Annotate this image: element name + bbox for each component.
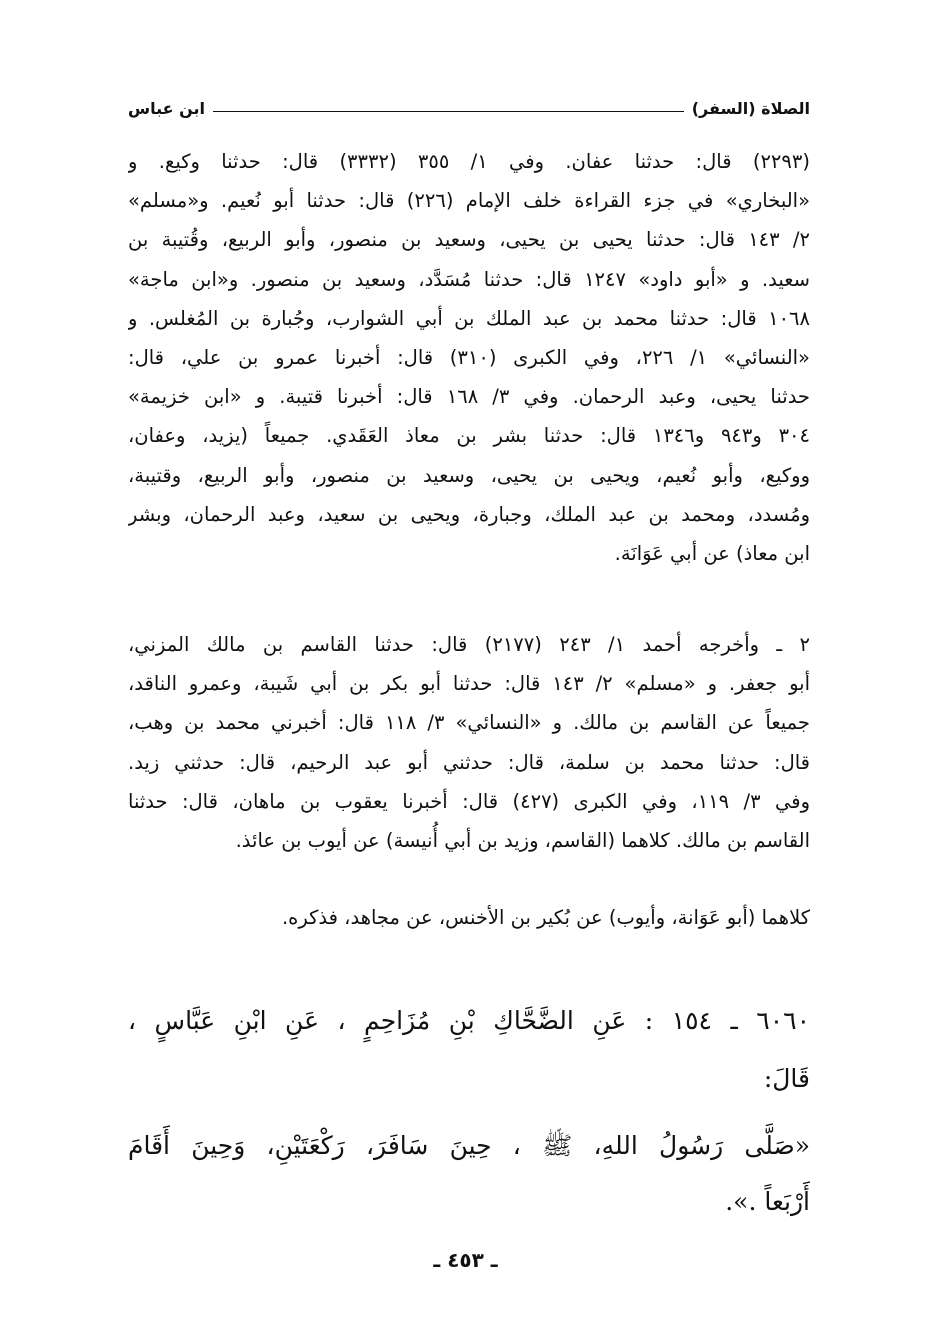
text-line: القاسم بن مالك. كلاهما (القاسم، وزيد بن أبي أُنيسة) عن أيوب بن عائذ. [235,828,810,852]
matn-line: أَرْبَعاً .». [725,1187,810,1216]
text-line: وفي ٣/ ١١٩، وفي الكبرى (٤٢٧) قال: أخبرنا يعقوب بن ماهان، قال: حدثنا [128,789,810,813]
isnad-line: قَالَ: [763,1064,810,1093]
text-line: أبو جعفر. و «مسلم» ٢/ ١٤٣ قال: حدثنا أبو بكر بن أبي شَيبة، وعمرو الناقد، [128,672,810,696]
text-line: قال: حدثنا محمد بن سلمة، قال: حدثني أبو عبد الرحيم، قال: حدثني زيد. [128,750,810,774]
header-rule [213,111,684,112]
takhrij-summary [128,898,810,937]
running-header [128,88,810,118]
text-line: (٢٢٩٣) قال: حدثنا عفان. وفي ١/ ٣٥٥ (٣٣٣٢) قال: حدثنا وكيع. و [128,150,810,173]
page-number: ـ ٤٥٣ ـ [433,1248,498,1272]
header-chapter-title: الصلاة (السفر) [691,99,810,118]
text-line: ابن معاذ) عن أبي عَوَانَة. [614,541,810,565]
text-line: ١٠٦٨ قال: حدثنا محمد بن عبد الملك بن أبي الشوارب، وجُبارة بن المُغلس. و [128,306,810,330]
hadith-matn [128,1118,810,1230]
header-narrator-title: ابن عباس [128,99,206,118]
text-line: جميعاً عن القاسم بن مالك. و «النسائي» ٣/ ١١٨ قال: أخبرني محمد بن وهب، [128,711,810,735]
takhrij-paragraph-1 [128,142,810,573]
text-line: ٣٠٤ و٩٤٣ و١٣٤٦ قال: حدثنا بشر بن معاذ العَقَدي. جميعاً (يزيد، وعفان، [128,424,810,448]
text-line: ٢ ـ وأخرجه أحمد ١/ ٢٤٣ (٢١٧٧) قال: حدثنا القاسم بن مالك المزني، [128,633,810,656]
takhrij-paragraph-2 [128,625,810,860]
matn-line: «صَلَّى رَسُولُ اللهِ، ﷺ ، حِينَ سَافَرَ، رَكْعَتَيْنِ، وَحِينَ أَقَامَ [128,1131,810,1160]
hadith-isnad [128,992,810,1108]
text-line: ووكيع، وأبو نُعيم، ويحيى بن يحيى، وسعيد بن منصور، وأبو الربيع، وقتيبة، [128,463,810,487]
text-line: «النسائي» ١/ ٢٢٦، وفي الكبرى (٣١٠) قال: أخبرنا عمرو بن علي، قال: [128,345,810,369]
text-line: سعيد. و «أبو داود» ١٢٤٧ قال: حدثنا مُسَدَّد، وسعيد بن منصور. و«ابن ماجة» [128,267,810,291]
text-line: ٢/ ١٤٣ قال: حدثنا يحيى بن يحيى، وسعيد بن منصور، وأبو الربيع، وقُتيبة بن [128,228,810,252]
text-line: حدثنا يحيى، وعبد الرحمان. وفي ٣/ ١٦٨ قال: أخبرنا قتيبة. و «ابن خزيمة» [128,385,810,409]
isnad-line: ٦٠٦٠ ـ ١٥٤ : عَنِ الضَّحَّاكِ بْنِ مُزَاحِمٍ ، عَنِ ابْنِ عَبَّاسٍ ، [128,1006,810,1035]
text-line: «البخاري» في جزء القراءة خلف الإمام (٢٢٦) قال: حدثنا أبو نُعيم. و«مسلم» [128,189,810,213]
text-line: كلاهما (أبو عَوَانة، وأيوب) عن بُكير بن الأخنس، عن مجاهد، فذكره. [281,906,810,929]
text-line: ومُسدد، ومحمد بن عبد الملك، وجبارة، ويحيى بن سعيد، وعبد الرحمان، وبشر [128,502,810,526]
